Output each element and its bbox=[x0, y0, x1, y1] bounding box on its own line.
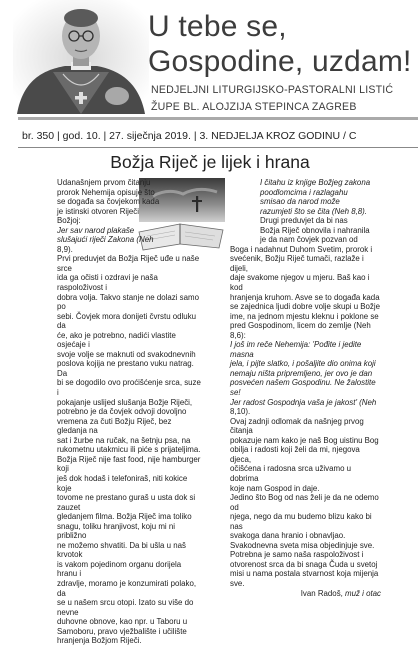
article-text-line: Jedino što Bog od nas želi je da ne odemo od bbox=[230, 493, 379, 512]
article-text-line: je da nam čovjek pozvan od bbox=[260, 235, 358, 245]
article-author bbox=[230, 589, 381, 599]
article-text-line: razumjeti što se čita (Neh 8,8). bbox=[260, 206, 368, 216]
article-text-line: Samoboru, pravo vježbalište i učilište bbox=[57, 626, 187, 636]
article-text-line: ješ dok hodaš i telefoniraš, niti kokice koje bbox=[57, 473, 188, 493]
article-text-line: zdravlje, moramo je konzumirati polako, da bbox=[57, 578, 197, 598]
article-text-line: potrebno je da čovjek odvoji dovoljno bbox=[57, 407, 187, 417]
article-text-line: svoje volje se maknuti od svakodnevnih bbox=[57, 349, 196, 359]
article-text-line: I čitahu iz knjige Božjeg zakona bbox=[260, 178, 371, 187]
article-text-line: će, ako je potrebno, nadići vlastite osjećaje i bbox=[57, 330, 176, 350]
stepinac-portrait bbox=[13, 0, 149, 114]
article-text-line: gledanjem filma. Božja Riječ ima toliko bbox=[57, 512, 192, 522]
article-left-column bbox=[57, 178, 203, 646]
masthead-title-line1: U tebe se, bbox=[148, 10, 287, 43]
article-text-line: Božja Riječ nije fast food, nije hamburger koji bbox=[57, 454, 201, 474]
author-name: Ivan Radoš, bbox=[300, 588, 346, 598]
article-text-line: Prvi preduvjet da Božja Riječ uđe u naše srce bbox=[57, 254, 200, 273]
article-text-line: Boga i nadahnut Duhom Svetim, prorok i bbox=[230, 244, 373, 254]
article-text-line: koje nam Gospod in daje. bbox=[230, 483, 320, 493]
article-text-line: Jer sav narod plakaše bbox=[57, 225, 135, 235]
article-text-line: pred Gospodinom, licem do zemlje (Neh 8,6): bbox=[230, 321, 371, 340]
article-text-line: se u našem srcu otopi. Izato su više do nevne bbox=[57, 598, 194, 617]
article-text-line: I još im reče Nehemija: 'Pođite i jedite masna bbox=[230, 340, 362, 359]
article-text-line: posvećen našem Gospodinu. Ne žalostite se! bbox=[230, 378, 376, 398]
article-text-line: sat i žurbe na ručak, na šetnju psa, na bbox=[57, 435, 191, 445]
article-text-line: očišćena i radosna srca uživamo u dobrima bbox=[230, 464, 352, 483]
article-text-line: svećenik, Božju Riječ tumači, razlaže i dijeli, bbox=[230, 254, 364, 273]
article-text-line: Jer radost Gospodnja vaša je jakost' (Neh bbox=[230, 397, 377, 407]
article-text-line: sebi. Čovjek mora donijeti čvrstu odluku da bbox=[57, 311, 197, 331]
article-text-line: vremena za čuti Božju Riječ, bez gledanja na bbox=[57, 416, 172, 436]
article-text-line: svakoga dana hranio i obnavljao. bbox=[230, 531, 346, 541]
masthead-subtitle: NEDJELJNI LITURGIJSKO-PASTORALNI LISTIĆ bbox=[151, 84, 394, 96]
header-divider bbox=[18, 117, 418, 120]
article-text-line: se događa sa čovjekom kada bbox=[57, 197, 160, 207]
article-text-line: daje svakome njegov u mjeru. Baš kao i kod bbox=[230, 273, 370, 293]
article-text-line: Potrebna je samo naša raspoloživost i bbox=[230, 550, 364, 560]
article-text-line: njega, nego da mu budemo blizu kako bi nas bbox=[230, 512, 372, 531]
article-text-line: prorok Nehemija opisuje što bbox=[57, 187, 155, 197]
article-text-line: Udanašnjem prvom čitanju bbox=[57, 178, 151, 187]
author-role: muž i otac bbox=[345, 588, 381, 598]
article-right-column bbox=[230, 178, 381, 598]
article-text-line: is vakom pojedinom organu dorijela hranu i bbox=[57, 559, 182, 579]
article-text-line: poodlomcima i razlagahu bbox=[260, 187, 348, 197]
article-text-line: otvorenost srca da bi snaga Čuda u svetoj bbox=[230, 559, 378, 569]
article-text-line: se zajednica ljudi dobre volje skupi u Božje bbox=[230, 302, 381, 312]
article-text-line: pokazuje nam kako je naš Bog uistinu Bog bbox=[230, 435, 379, 445]
article-text-line: Božja Riječ obnovila i nahranila bbox=[260, 225, 370, 235]
article-text-line: je istinski otvoren Riječi bbox=[57, 206, 140, 216]
article-title: Božja Riječ je lijek i hrana bbox=[110, 152, 310, 172]
article-text-line: smisao da narod može bbox=[260, 197, 340, 207]
article-text-line: Božjoj: bbox=[57, 216, 81, 226]
issue-line: br. 350 | god. 10. | 27. siječnja 2019. | 3. NEDJELJA KROZ GODINU / C bbox=[22, 130, 357, 142]
masthead-title-line2: Gospodine, uzdam! bbox=[148, 45, 412, 78]
article-text-line: hranjenja Božjom Riječi. bbox=[57, 636, 142, 646]
article-text-line: dobra volja. Takvo stanje ne dolazi samo po bbox=[57, 292, 199, 312]
article-text-line: 8,9). bbox=[57, 244, 73, 254]
article-text-line: slušajući riječi Zakona (Neh bbox=[57, 235, 154, 245]
article-text-line: hranjenja kruhom. Asve se to događa kada bbox=[230, 292, 380, 302]
article-text-line: duhovne obnove, kao npr. u Taboru u bbox=[57, 617, 188, 627]
article-text-line: Ovaj zadnji odlomak da našnjeg prvog čitanja bbox=[230, 416, 364, 436]
article-text-line: jela, i pijte slatko, i pošaljite dio onima koji bbox=[230, 359, 376, 369]
masthead bbox=[0, 0, 420, 118]
article-text-line: obilja i radosti koji želi da mi, njegova djeca, bbox=[230, 445, 360, 464]
article-text-line: ne možemo shvatiti. Da bi ušla u naš krvotok bbox=[57, 540, 186, 560]
article-text-line: poslova kojija ne prestano vuku natrag. Da bbox=[57, 359, 194, 378]
article-text-line: rukometnu utakmicu ili piće s prijateljima. bbox=[57, 445, 201, 455]
article-text-line: bi se dogodilo ovo proćišćenje srca, suze i bbox=[57, 378, 201, 398]
article-text-line: ida ga očisti i ozdravi je naša raspoloživost i bbox=[57, 273, 158, 293]
article-text-line: Drugi preduvjet da bi nas bbox=[260, 216, 348, 226]
article-text-line: ime, na jednom mjestu kleknu i poklone se bbox=[230, 311, 379, 321]
article-text-line: snagu, toliku hranjivost, koju mi ni približno bbox=[57, 521, 175, 541]
article-text-line: pokajanje uslijed slušanja Božje Riječi, bbox=[57, 397, 193, 407]
article-text-line: 8,10). bbox=[230, 407, 251, 417]
article-text-line: misi u nama postala stvarnost koja mijenja bbox=[230, 569, 379, 579]
article-text-line: sve. bbox=[230, 578, 245, 588]
issue-divider bbox=[18, 147, 418, 148]
article-text-line: nemaju ništa pripremljeno, jer ovo je dan bbox=[230, 368, 373, 378]
article-text-line: Svakodnevna sveta misa objedinjuje sve. bbox=[230, 540, 375, 550]
masthead-parish: ŽUPE BL. ALOJZIJA STEPINCA ZAGREB bbox=[151, 101, 357, 113]
article-text-line: tovome ne prestano guraš u usta dok si zauzet bbox=[57, 493, 196, 512]
